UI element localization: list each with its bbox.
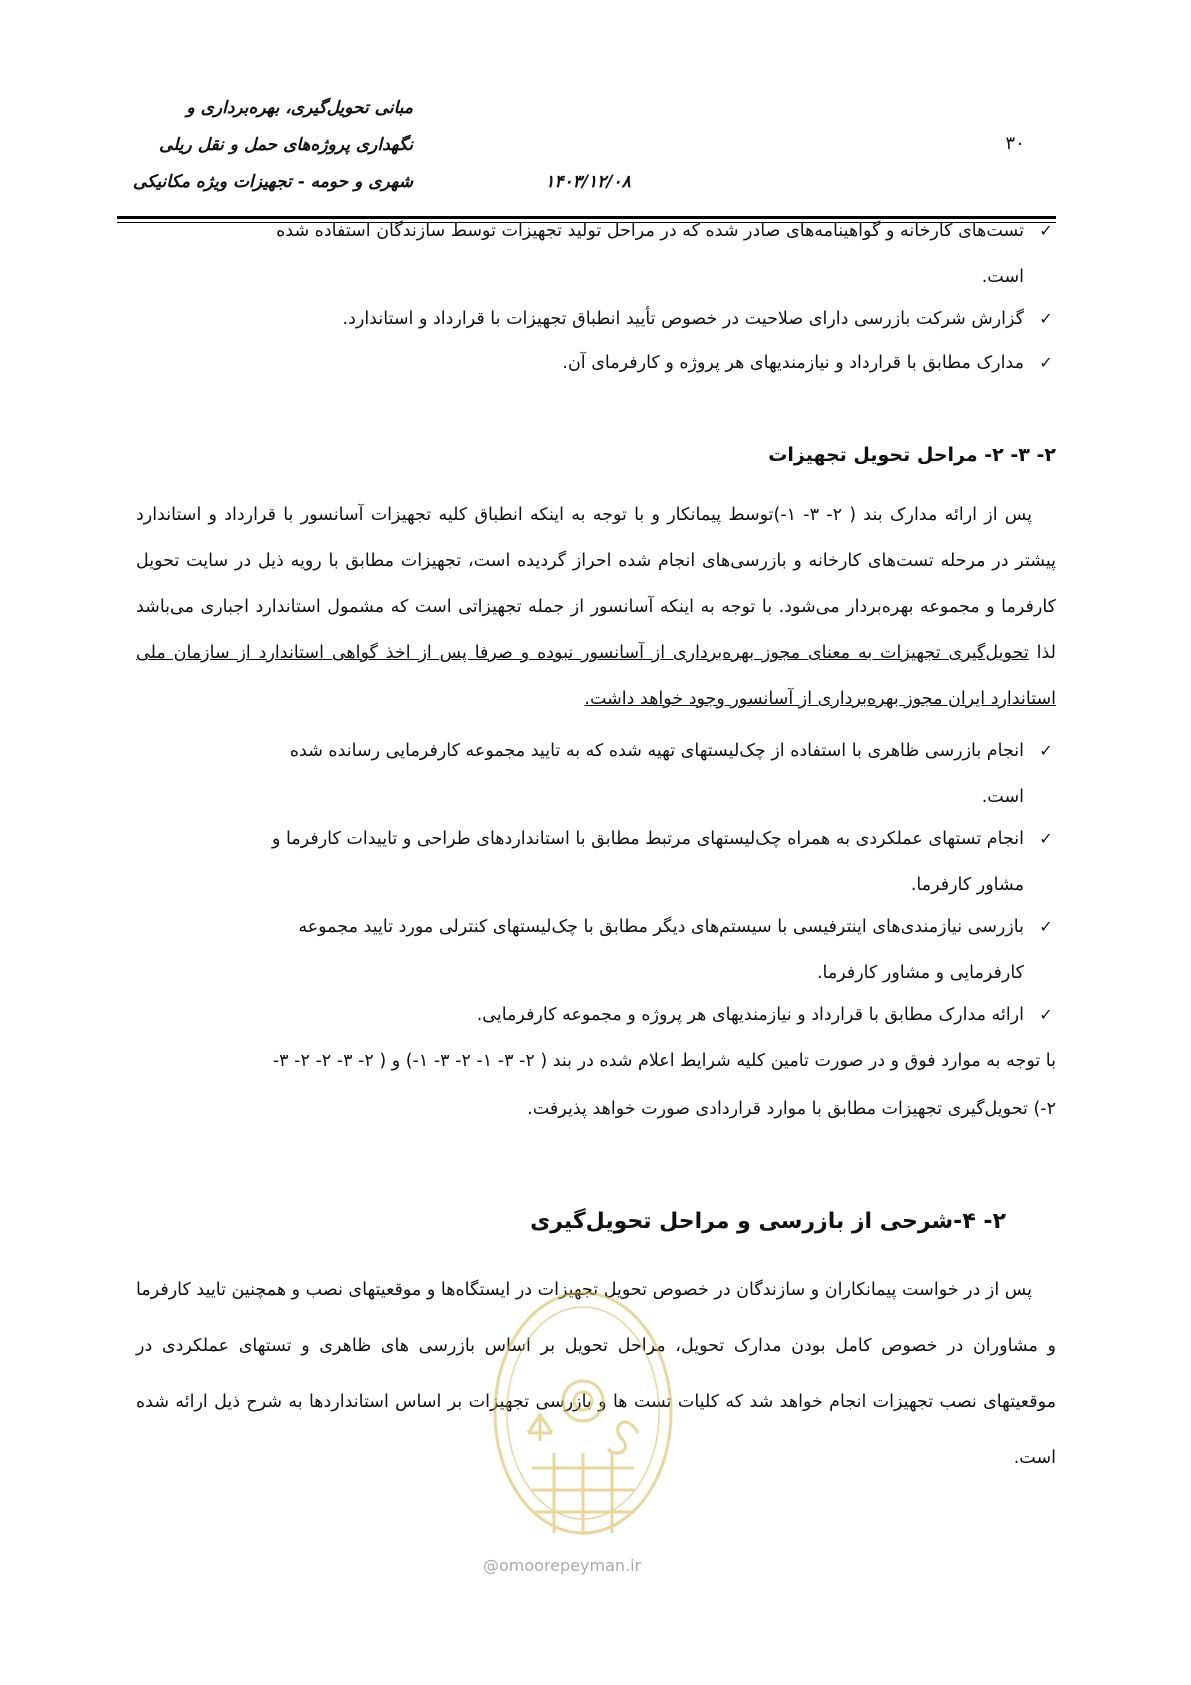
list-item	[156, 208, 1056, 300]
list-item	[156, 296, 1056, 342]
list-item	[156, 340, 1056, 386]
closing-line-2: ۲-) تحویل‌گیری تجهیزات مطابق با موارد قراردادی صورت خواهد پذیرفت.	[527, 1099, 1056, 1119]
section-paragraph: پس از در خواست پیمانکاران و سازندگان در خصوص تحویل تجهیزات در ایستگاه‌ها و موقعیتهای نصب و همچنین تایید کارفرما و مشاوران در خصوص کامل بودن مدارک تحویل، مراحل تحویل بر اساس بازرسی های ظاهری و تستهای عملکردی در موقعیتهای نصب تجهیزات انجام خواهد شد که کلیات تست ها و بازرسی تجهیزات بر اساس استانداردها به شرح ذیل ارائه شده است.	[136, 1280, 1056, 1468]
page-number: ۳۰	[1005, 133, 1025, 154]
closing-line-1: با توجه به موارد فوق و در صورت تامین کلیه شرایط اعلام شده در بند ( ۲- ۳- ۱- ۲- ۳- ۱-) و ( ۲- ۳- ۲- ۲- ۳-	[272, 1051, 1056, 1071]
list-item-text: ارائه مدارک مطابق با قرارداد و نیازمندیهای هر پروژه و مجموعه کارفرمایی.	[476, 1005, 1024, 1025]
watermark-url: @omoorepeyman.ir	[483, 1556, 642, 1575]
underlined-text: تحویل‌گیری تجهیزات به معنای مجوز بهره‌برداری از آسانسور نبوده و صرفا پس از اخذ گواهی استاندارد از سازمان ملی استاندارد ایران مجوز بهره‌برداری از آسانسور وجود خواهد داشت.	[136, 643, 1056, 709]
check-icon: ✓	[1039, 829, 1053, 848]
list-item-text: تست‌های کارخانه و گواهینامه‌های صادر شده که در مراحل تولید تجهیزات توسط سازندگان استفاده شده است.	[276, 221, 1024, 287]
check-icon: ✓	[1039, 221, 1053, 240]
section-heading: ۲- ۳- ۲- مراحل تحویل تجهیزات	[768, 444, 1056, 466]
list-item-text: مدارک مطابق با قرارداد و نیازمندیهای هر پروژه و کارفرمای آن.	[562, 353, 1024, 373]
list-item-text: گزارش شرکت بازرسی دارای صلاحیت در خصوص تأیید انطباق تجهیزات با قرارداد و استاندارد.	[342, 309, 1024, 329]
list-item	[156, 992, 1056, 1038]
list-item-text: انجام بازرسی ظاهری با استفاده از چک‌لیستهای تهیه شده که به تایید مجموعه کارفرمایی رسانده شده است.	[289, 741, 1024, 807]
section-heading: ۲- ۴-شرحی از بازرسی و مراحل تحویل‌گیری	[530, 1209, 1006, 1234]
header-title-line-3: شهری و حومه - تجهیزات ویژه مکانیکی	[132, 172, 413, 192]
list-item-text: انجام تستهای عملکردی به همراه چک‌لیستهای مرتبط مطابق با استانداردهای طراحی و تاییدات کارفرما و مشاور کارفرما.	[271, 829, 1024, 895]
watermark-seal-icon	[488, 1283, 678, 1553]
check-icon: ✓	[1039, 1005, 1053, 1024]
header-date: ۱۴۰۳/۱۲/۰۸	[545, 172, 631, 192]
list-item	[156, 904, 1056, 996]
list-item	[156, 816, 1056, 908]
header-title-line-2: نگهداری پروژه‌های حمل و نقل ریلی	[159, 135, 413, 155]
list-item-text: بازرسی نیازمندی‌های اینترفیسی با سیستم‌های دیگر مطابق با چک‌لیستهای کنترلی مورد تایید مجموعه کارفرمایی و مشاور کارفرما.	[298, 917, 1024, 983]
check-icon: ✓	[1039, 309, 1053, 328]
section-paragraph: پس از ارائه مدارک بند ( ۲- ۳- ۱-)توسط پیمانکار و با توجه به اینکه انطباق کلیه تجهیزات آسانسور با قرارداد و استاندارد پیشتر در مرحله تست‌های کارخانه و بازرسی‌های انجام شده احراز گردیده است، تجهیزات مطابق با رویه ذیل در سایت تحویل کارفرما و مجموعه بهره‌بردار می‌شود. با توجه به اینکه آسانسور از جمله تجهیزاتی است که مشمول استاندارد اجباری می‌باشد لذا تحویل‌گیری تجهیزات به معنای مجوز بهره‌برداری از آسانسور نبوده و صرفا پس از اخذ گواهی استاندارد از سازمان ملی استاندارد ایران مجوز بهره‌برداری از آسانسور وجود خواهد داشت.	[136, 505, 1056, 709]
check-icon: ✓	[1039, 917, 1053, 936]
list-item	[156, 728, 1056, 820]
check-icon: ✓	[1039, 353, 1053, 372]
header-title-line-1: مبانی تحویل‌گیری، بهره‌برداری و	[186, 98, 413, 118]
check-icon: ✓	[1039, 741, 1053, 760]
